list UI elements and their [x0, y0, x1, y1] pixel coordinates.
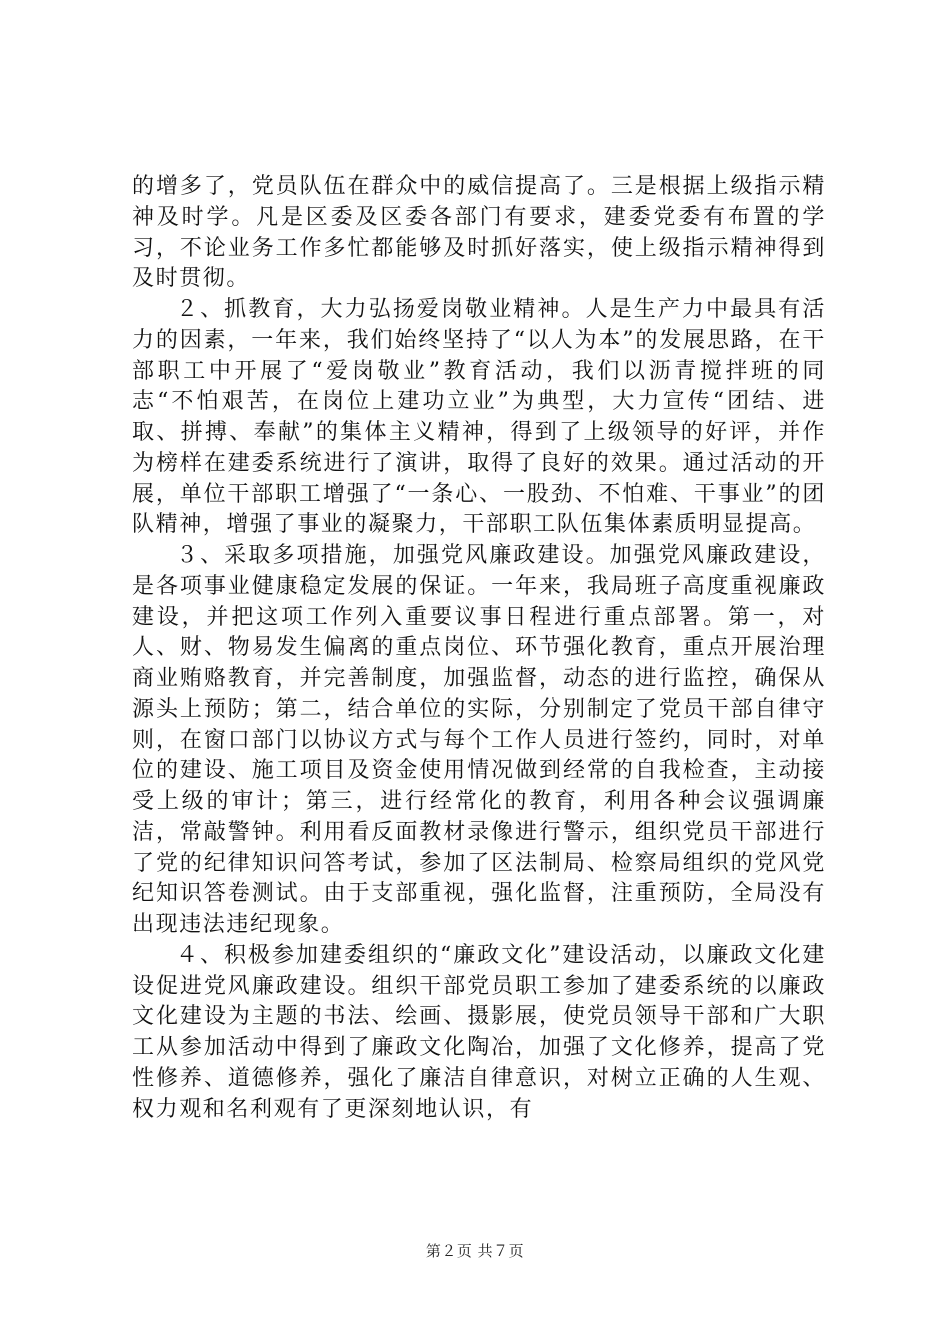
- paragraph-continued: 的增多了，党员队伍在群众中的威信提高了。三是根据上级指示精神及时学。凡是区委及区委各部门有要求，建委党委有布置的学习，不论业务工作多忙都能够及时抓好落实，使上级指示精神得到及时贯彻。: [132, 174, 826, 292]
- document-body: [132, 172, 826, 1125]
- paragraph-integrity-measures: ３、采取多项措施，加强党风廉政建设。加强党风廉政建设，是各项事业健康稳定发展的保证。一年来，我局班子高度重视廉政建设，并把这项工作列入重要议事日程进行重点部署。第一，对人、财、物易发生偏离的重点岗位、环节强化教育，重点开展治理商业贿赂教育，并完善制度，加强监督，动态的进行监控，确保从源头上预防；第二，结合单位的实际，分别制定了党员干部自律守则，在窗口部门以协议方式与每个工作人员进行签约，同时，对单位的建设、施工项目及资金使用情况做到经常的自我检查，主动接受上级的审计；第三，进行经常化的教育，利用各种会议强调廉洁，常敲警钟。利用看反面教材录像进行警示，组织党员干部进行了党的纪律知识问答考试，参加了区法制局、检察局组织的党风党纪知识答卷测试。由于支部重视，强化监督，注重预防，全局没有出现违法违纪现象。: [132, 543, 826, 937]
- paragraph-education: ２、抓教育，大力弘扬爱岗敬业精神。人是生产力中最具有活力的因素，一年来，我们始终坚持了“以人为本”的发展思路，在干部职工中开展了“爱岗敬业”教育活动，我们以沥青搅拌班的同志“不怕艰苦，在岗位上建功立业”为典型，大力宣传“团结、进取、拼搏、奉献”的集体主义精神，得到了上级领导的好评，并作为榜样在建委系统进行了演讲，取得了良好的效果。通过活动的开展，单位干部职工增强了“一条心、一股劲、不怕难、干事业”的团队精神，增强了事业的凝聚力，干部职工队伍集体素质明显提高。: [132, 297, 826, 538]
- page-number-footer: 第２页 共７页: [425, 1242, 525, 1260]
- paragraph-integrity-culture: ４、积极参加建委组织的“廉政文化”建设活动，以廉政文化建设促进党风廉政建设。组织干部党员职工参加了建委系统的以廉政文化建设为主题的书法、绘画、摄影展，使党员领导干部和广大职工从参加活动中得到了廉政文化陶冶，加强了文化修养，提高了党性修养、道德修养，强化了廉洁自律意识，对树立正确的人生观、权力观和名利观有了更深刻地认识，有: [132, 942, 826, 1122]
